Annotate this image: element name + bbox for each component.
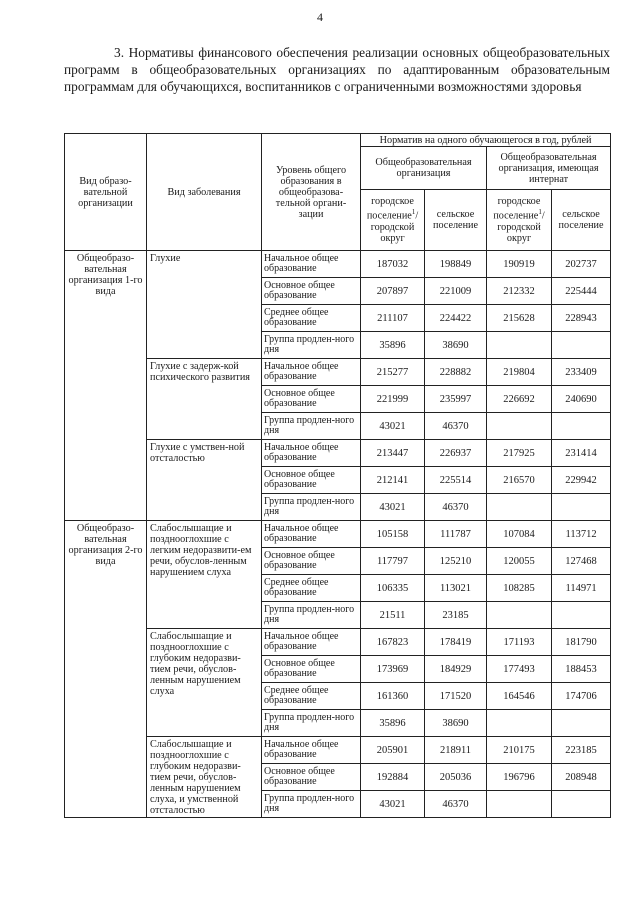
norm-value-cell: 235997 <box>425 386 487 413</box>
table-row <box>65 521 611 548</box>
norm-value-cell: 215277 <box>361 359 425 386</box>
norm-value-cell: 223185 <box>552 737 611 764</box>
norm-value-cell: 216570 <box>487 467 552 494</box>
norm-value-cell: 46370 <box>425 413 487 440</box>
header-rural-internat: сельское поселение <box>552 190 611 251</box>
header-urban-general: городское поселение$^1$/ городской округ <box>361 190 425 251</box>
table-row <box>65 440 611 467</box>
norm-value-cell: 164546 <box>487 683 552 710</box>
norm-value-cell <box>552 494 611 521</box>
education-level-cell: Среднее общее образование <box>262 575 361 602</box>
norm-value-cell: 35896 <box>361 710 425 737</box>
norm-value-cell: 171193 <box>487 629 552 656</box>
norm-value-cell: 161360 <box>361 683 425 710</box>
norm-value-cell: 205036 <box>425 764 487 791</box>
norm-value-cell: 212141 <box>361 467 425 494</box>
norm-value-cell: 210175 <box>487 737 552 764</box>
norm-value-cell: 181790 <box>552 629 611 656</box>
education-level-cell: Основное общее образование <box>262 467 361 494</box>
norm-value-cell: 120055 <box>487 548 552 575</box>
norm-value-cell: 221009 <box>425 278 487 305</box>
header-general-org: Общеобразовательная организация <box>361 147 487 190</box>
norm-value-cell <box>487 710 552 737</box>
norm-value-cell: 219804 <box>487 359 552 386</box>
disease-cell: Слабослышащие и позднооглохшие с глубоким недоразви-тием речи, обуслов-ленным нарушением слуха, и умственной отсталостью <box>147 737 262 818</box>
norm-value-cell: 218911 <box>425 737 487 764</box>
education-level-cell: Группа продлен-ного дня <box>262 413 361 440</box>
norm-value-cell: 226937 <box>425 440 487 467</box>
norm-value-cell: 35896 <box>361 332 425 359</box>
norm-value-cell: 226692 <box>487 386 552 413</box>
norm-value-cell: 43021 <box>361 413 425 440</box>
norm-value-cell: 38690 <box>425 710 487 737</box>
norm-value-cell <box>487 494 552 521</box>
norm-value-cell: 46370 <box>425 494 487 521</box>
norm-value-cell: 190919 <box>487 251 552 278</box>
norm-value-cell: 202737 <box>552 251 611 278</box>
education-level-cell: Среднее общее образование <box>262 305 361 332</box>
education-level-cell: Начальное общее образование <box>262 521 361 548</box>
norm-value-cell: 127468 <box>552 548 611 575</box>
disease-cell: Глухие <box>147 251 262 359</box>
header-disease: Вид заболевания <box>147 134 262 251</box>
table-row <box>65 359 611 386</box>
disease-cell: Слабослышащие и позднооглохшие с глубоким недоразви-тием речи, обуслов-ленным нарушением слуха <box>147 629 262 737</box>
norm-value-cell: 208948 <box>552 764 611 791</box>
education-level-cell: Начальное общее образование <box>262 359 361 386</box>
education-level-cell: Основное общее образование <box>262 278 361 305</box>
education-level-cell: Среднее общее образование <box>262 683 361 710</box>
norm-value-cell: 213447 <box>361 440 425 467</box>
education-level-cell: Начальное общее образование <box>262 629 361 656</box>
education-level-cell: Основное общее образование <box>262 656 361 683</box>
org-type-cell: Общеобразо-вательная организация 2-го вида <box>65 521 147 818</box>
norm-value-cell: 231414 <box>552 440 611 467</box>
disease-cell: Слабослышащие и позднооглохшие с легким недоразвити-ем речи, обуслов-ленным нарушением слуха <box>147 521 262 629</box>
header-rural-general: сельское поселение <box>425 190 487 251</box>
table-row <box>65 629 611 656</box>
education-level-cell: Начальное общее образование <box>262 251 361 278</box>
norm-value-cell: 228882 <box>425 359 487 386</box>
norm-value-cell: 21511 <box>361 602 425 629</box>
norm-value-cell: 173969 <box>361 656 425 683</box>
norm-value-cell: 228943 <box>552 305 611 332</box>
norm-value-cell: 43021 <box>361 494 425 521</box>
norm-value-cell: 192884 <box>361 764 425 791</box>
education-level-cell: Группа продлен-ного дня <box>262 494 361 521</box>
norm-value-cell <box>487 413 552 440</box>
norm-value-cell: 107084 <box>487 521 552 548</box>
norm-value-cell: 125210 <box>425 548 487 575</box>
norm-value-cell <box>487 791 552 818</box>
education-level-cell: Группа продлен-ного дня <box>262 710 361 737</box>
header-org-type: Вид образо-вательной организации <box>65 134 147 251</box>
table-body <box>65 251 611 818</box>
norm-value-cell <box>552 413 611 440</box>
norm-value-cell: 167823 <box>361 629 425 656</box>
norm-value-cell: 46370 <box>425 791 487 818</box>
norm-value-cell: 198849 <box>425 251 487 278</box>
education-level-cell: Начальное общее образование <box>262 737 361 764</box>
table-row <box>65 737 611 764</box>
header-norm: Норматив на одного обучающегося в год, рублей <box>361 134 611 147</box>
norm-value-cell: 174706 <box>552 683 611 710</box>
funding-norms-table <box>64 133 611 818</box>
norm-value-cell: 224422 <box>425 305 487 332</box>
norm-value-cell: 221999 <box>361 386 425 413</box>
norm-value-cell <box>552 332 611 359</box>
education-level-cell: Группа продлен-ного дня <box>262 332 361 359</box>
disease-cell: Глухие с задерж-кой психического развития <box>147 359 262 440</box>
norm-value-cell: 171520 <box>425 683 487 710</box>
page-number: 4 <box>317 10 323 24</box>
norm-value-cell: 211107 <box>361 305 425 332</box>
header-education-level: Уровень общего образования в общеобразова-тельной органи-зации <box>262 134 361 251</box>
norm-value-cell: 178419 <box>425 629 487 656</box>
norm-value-cell: 184929 <box>425 656 487 683</box>
education-level-cell: Основное общее образование <box>262 764 361 791</box>
education-level-cell: Группа продлен-ного дня <box>262 602 361 629</box>
norm-value-cell: 207897 <box>361 278 425 305</box>
norm-value-cell: 225444 <box>552 278 611 305</box>
norm-value-cell: 205901 <box>361 737 425 764</box>
norm-value-cell: 106335 <box>361 575 425 602</box>
education-level-cell: Группа продлен-ного дня <box>262 791 361 818</box>
norm-value-cell: 114971 <box>552 575 611 602</box>
norm-value-cell: 229942 <box>552 467 611 494</box>
education-level-cell: Начальное общее образование <box>262 440 361 467</box>
norm-value-cell <box>487 332 552 359</box>
norm-value-cell: 117797 <box>361 548 425 575</box>
norm-value-cell: 113021 <box>425 575 487 602</box>
norm-value-cell: 215628 <box>487 305 552 332</box>
section-heading: 3. Нормативы финансового обеспечения реализации основных общеобразовательных программ в общеобразовательных организациях по адаптированным образовательным программам для обучающихся, воспитанников с ограниченными возможностями здоровья <box>64 45 610 94</box>
norm-value-cell: 225514 <box>425 467 487 494</box>
norm-value-cell <box>552 602 611 629</box>
norm-value-cell: 233409 <box>552 359 611 386</box>
norm-value-cell: 188453 <box>552 656 611 683</box>
table-row <box>65 251 611 278</box>
norm-value-cell <box>552 710 611 737</box>
header-urban-internat: городское поселение$^1$/ городской округ <box>487 190 552 251</box>
norm-value-cell: 217925 <box>487 440 552 467</box>
norm-value-cell <box>487 602 552 629</box>
norm-value-cell: 240690 <box>552 386 611 413</box>
disease-cell: Глухие с умствен-ной отсталостью <box>147 440 262 521</box>
header-internat-org: Общеобразовательная организация, имеющая интернат <box>487 147 611 190</box>
norm-value-cell: 105158 <box>361 521 425 548</box>
norm-value-cell: 196796 <box>487 764 552 791</box>
norm-value-cell: 108285 <box>487 575 552 602</box>
norm-value-cell: 111787 <box>425 521 487 548</box>
norm-value-cell: 187032 <box>361 251 425 278</box>
norm-value-cell: 113712 <box>552 521 611 548</box>
norm-value-cell: 212332 <box>487 278 552 305</box>
norm-value-cell: 43021 <box>361 791 425 818</box>
education-level-cell: Основное общее образование <box>262 386 361 413</box>
org-type-cell: Общеобразо-вательная организация 1-го вида <box>65 251 147 521</box>
norm-value-cell: 23185 <box>425 602 487 629</box>
education-level-cell: Основное общее образование <box>262 548 361 575</box>
norm-value-cell: 38690 <box>425 332 487 359</box>
norm-value-cell <box>552 791 611 818</box>
norm-value-cell: 177493 <box>487 656 552 683</box>
